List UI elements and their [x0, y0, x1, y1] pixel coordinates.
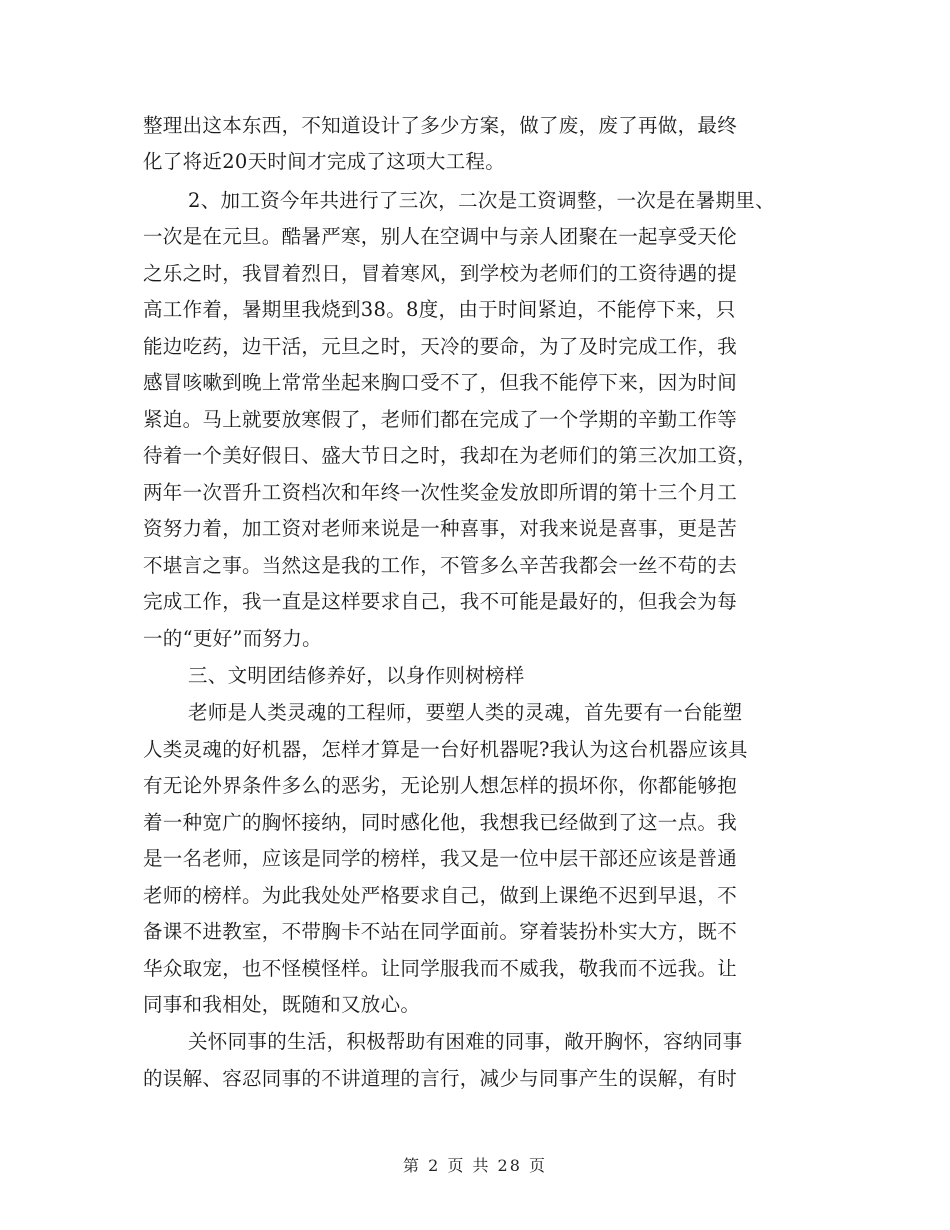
- text-line: 的误解、容忍同事的不讲道理的言行，减少与同事产生的误解，有时: [143, 1067, 738, 1090]
- text-line: 备课不进教室，不带胸卡不站在同学面前。穿着装扮朴实大方，既不: [143, 920, 738, 943]
- text-line: 是一名老师，应该是同学的榜样，我又是一位中层干部还应该是普通: [143, 847, 738, 870]
- text-line: 2、加工资今年共进行了三次，二次是工资调整，一次是在暑期里、: [188, 189, 775, 212]
- text-line: 资努力着，加工资对老师来说是一种喜事，对我来说是喜事，更是苦: [143, 517, 738, 540]
- text-line: 着一种宽广的胸怀接纳，同时感化他，我想我已经做到了这一点。我: [143, 811, 738, 834]
- text-line: 不堪言之事。当然这是我的工作，不管多么辛苦我都会一丝不苟的去: [143, 554, 738, 577]
- text-line: 待着一个美好假日、盛大节日之时，我却在为老师们的第三次加工资，: [143, 444, 757, 467]
- text-line: 能边吃药，边干活，元旦之时，天冷的要命，为了及时完成工作，我: [143, 335, 738, 358]
- text-line: 完成工作，我一直是这样要求自己，我不可能是最好的，但我会为每: [143, 590, 738, 613]
- text-line: 老师的榜样。为此我处处严格要求自己，做到上课绝不迟到早退，不: [143, 884, 738, 907]
- text-line: 华众取宠，也不怪模怪样。让同学服我而不威我，敬我而不远我。让: [143, 957, 738, 980]
- text-line: 紧迫。马上就要放寒假了，老师们都在完成了一个学期的辛勤工作等: [143, 408, 738, 431]
- text-line: 两年一次晋升工资档次和年终一次性奖金发放即所谓的第十三个月工: [143, 481, 738, 504]
- text-line: 关怀同事的生活，积极帮助有困难的同事，敞开胸怀，容纳同事: [188, 1030, 743, 1053]
- text-line: 高工作着，暑期里我烧到38。8度，由于时间紧迫，不能停下来，只: [143, 298, 736, 321]
- text-line: 一的“更好”而努力。: [143, 627, 322, 650]
- text-line: 同事和我相处，既随和又放心。: [143, 993, 421, 1016]
- text-line: 人类灵魂的好机器，怎样才算是一台好机器呢?我认为这台机器应该具: [143, 738, 748, 761]
- text-line: 一次是在元旦。酷暑严寒，别人在空调中与亲人团聚在一起享受天伦: [143, 225, 738, 248]
- text-line: 化了将近20天时间才完成了这项大工程。: [143, 150, 506, 173]
- text-line: 感冒咳嗽到晚上常常坐起来胸口受不了，但我不能停下来，因为时间: [143, 371, 738, 394]
- text-line: 有无论外界条件多么的恶劣，无论别人想怎样的损坏你，你都能够抱: [143, 774, 738, 797]
- text-line: 老师是人类灵魂的工程师，要塑人类的灵魂，首先要有一台能塑: [188, 701, 743, 724]
- text-line: 之乐之时，我冒着烈日，冒着寒风，到学校为老师们的工资待遇的提: [143, 262, 738, 285]
- text-line: 整理出这本东西，不知道设计了多少方案，做了废，废了再做，最终: [143, 114, 738, 137]
- page-number-footer: 第 2 页 共 28 页: [403, 1156, 547, 1175]
- section-heading: 三、文明团结修养好，以身作则树榜样: [188, 664, 525, 687]
